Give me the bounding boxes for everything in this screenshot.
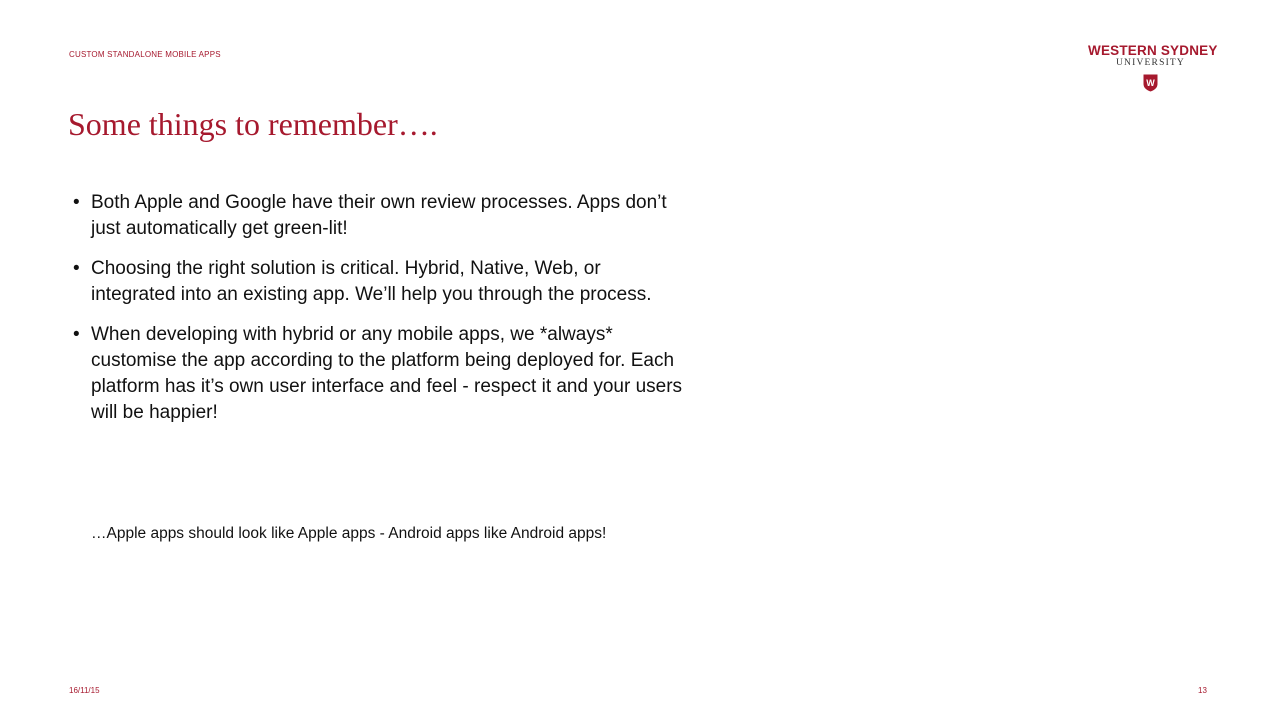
bullet-dot-icon: • bbox=[73, 258, 80, 279]
footer-date: 16/11/15 bbox=[69, 686, 100, 695]
bullet-dot-icon: • bbox=[73, 324, 80, 345]
section-label: CUSTOM STANDALONE MOBILE APPS bbox=[69, 50, 221, 59]
shield-icon bbox=[1143, 74, 1158, 92]
slide-title: Some things to remember…. bbox=[68, 106, 438, 142]
page-number: 13 bbox=[1198, 686, 1207, 695]
bullet-item bbox=[73, 190, 683, 242]
logo-wordmark-line1: WESTERN SYDNEY bbox=[1088, 43, 1218, 58]
closing-note: …Apple apps should look like Apple apps - Android apps like Android apps! bbox=[91, 525, 607, 542]
university-logo bbox=[1088, 43, 1218, 92]
svg-text:W: W bbox=[1146, 78, 1155, 88]
bullet-list bbox=[73, 190, 683, 440]
bullet-text: Choosing the right solution is critical. Hybrid, Native, Web, or integrated into an existing app. We’ll help you through the process. bbox=[91, 258, 652, 305]
bullet-dot-icon: • bbox=[73, 192, 80, 213]
bullet-text: Both Apple and Google have their own review processes. Apps don’t just automatically get green-lit! bbox=[91, 192, 667, 239]
bullet-item bbox=[73, 256, 683, 308]
bullet-item bbox=[73, 322, 683, 426]
bullet-text: When developing with hybrid or any mobile apps, we *always* customise the app according to the platform being deployed for. Each platform has it’s own user interface and feel - respect it and your users will be happier! bbox=[91, 324, 683, 423]
logo-wordmark-line2: UNIVERSITY bbox=[1116, 58, 1185, 68]
